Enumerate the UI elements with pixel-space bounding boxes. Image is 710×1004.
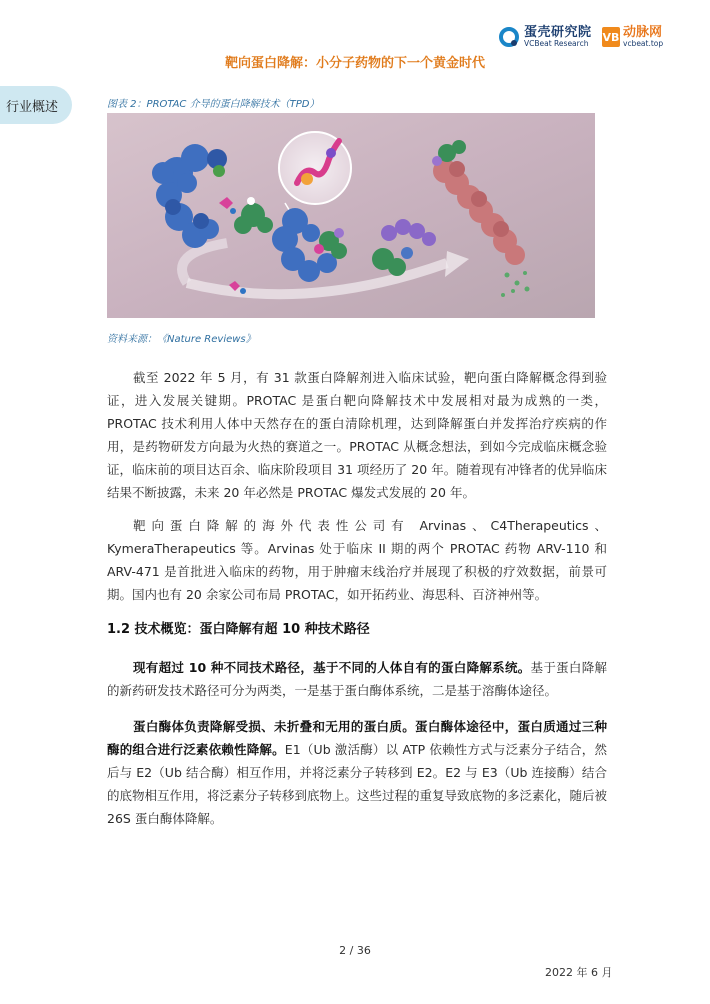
brand2-name-cn: 动脉网 [623, 25, 663, 41]
p4-bold-lead-2: 蛋白酶体途径中，蛋白质通过三种酶的组合进行泛素依赖性降解。 [107, 719, 607, 757]
page-number: 2 / 36 [339, 944, 371, 957]
paragraph-companies: 靶向蛋白降解的海外代表性公司有 Arvinas、C4Therapeutics、KymeraTherapeutics 等。Arvinas 处于临床 II 期的两个 PROTAC 药物 ARV-110 和 ARV-471 是首批进入临床的药物，用于肿瘤末线治疗并展现了积极的疗效数据，前景可期。国内也有 20 余家公司布局 PROTAC，如开拓药业、海思科、百济神州等。 [107, 518, 607, 602]
p4-body: E1（Ub 激活酶）以 ATP 依赖性方式与泛素分子结合，然后与 E2（Ub 结合酶）相互作用，并将泛素分子转移到 E2。E2 与 E3（Ub 连接酶）结合的底物相互作用，将泛素分子转移到底物上。这些过程的重复导致底物的多泛素化，随后被 26S 蛋白酶体降解。 [107, 742, 608, 826]
vcbeat-research-logo [498, 24, 592, 50]
p3-bold-lead: 现有超过 10 种不同技术路径，基于不同的人体自有的蛋白降解系统。 [133, 660, 531, 675]
vcbeat-logo [602, 24, 663, 50]
brand-name-cn: 蛋壳研究院 [524, 25, 592, 41]
publish-date: 2022 年 6 月 [545, 966, 613, 979]
p3-body: 基于蛋白降解的新药研发技术路径可分为两类，一是基于蛋白酶体系统，二是基于溶酶体途径。 [107, 660, 607, 698]
protac-illustration [107, 113, 595, 318]
paragraph-clinical-status: 截至 2022 年 5 月，有 31 款蛋白降解剂进入临床试验，靶向蛋白降解概念得到验证，进入发展关键期。PROTAC 是蛋白靶向降解技术中发展相对最为成熟的一类，PROTAC 技术利用人体中天然存在的蛋白清除机理，达到降解蛋白并发挥治疗疾病的作用，是药物研发方向最为火热的赛道之一。PROTAC 从概念想法，到如今完成临床概念验证，临床前的项目达百余、临床阶段项目 31 项经历了 20 年。随着现有冲锋者的优异临床结果不断披露，未来 20 年必然是 PROTAC 爆发式发展的 20 年。 [107, 370, 607, 500]
paragraph-tech-routes [107, 656, 607, 702]
brand2-name-en: vcbeat.top [623, 39, 664, 49]
brand-name-en: VCBeat Research [524, 39, 589, 49]
side-tab-label: 行业概述 [6, 99, 59, 115]
figure-caption: 图表 2：PROTAC 介导的蛋白降解技术（TPD） [107, 99, 320, 110]
vb-mark-icon: VB [602, 27, 620, 47]
document-title: 靶向蛋白降解：小分子药物的下一个黄金时代 [224, 56, 485, 71]
paragraph-proteasome [107, 715, 607, 830]
figure-source: 资料来源：《Nature Reviews》 [107, 334, 256, 345]
p4-bold-lead-1: 蛋白酶体负责降解受损、未折叠和无用的蛋白质。 [133, 719, 416, 734]
vcbeat-logo-icon [498, 26, 520, 48]
section-side-tab [0, 86, 72, 124]
section-heading: 1.2 技术概览：蛋白降解有超 10 种技术路径 [107, 622, 370, 637]
